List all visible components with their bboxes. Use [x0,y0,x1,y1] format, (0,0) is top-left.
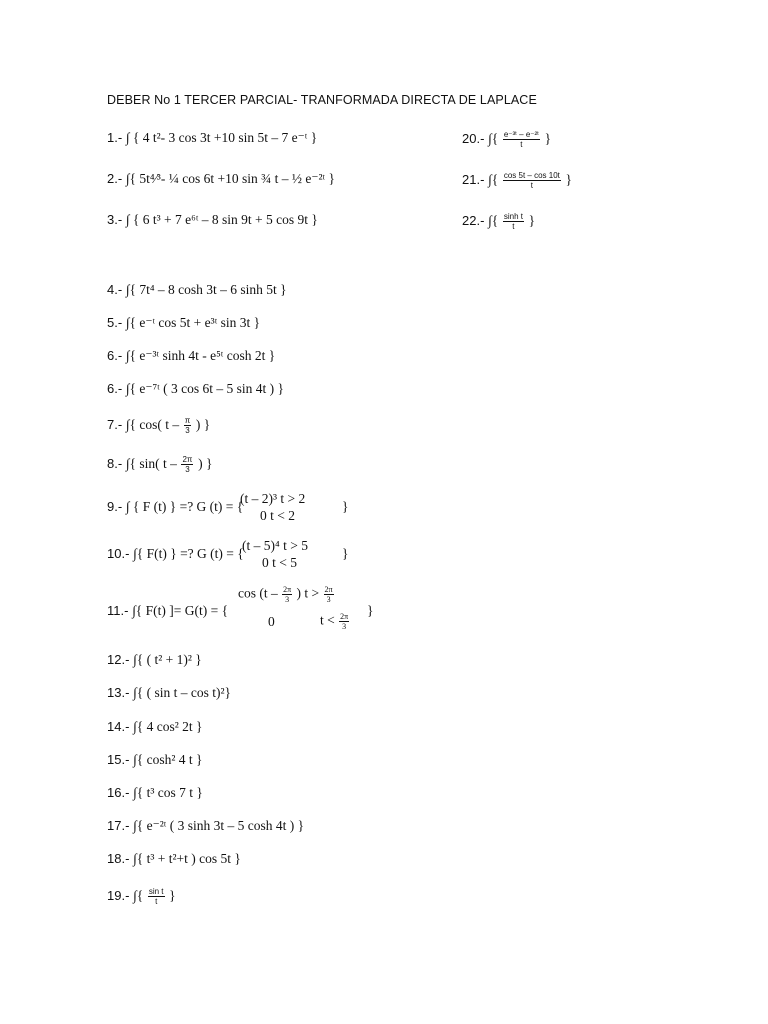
fraction-numerator: π [184,416,191,425]
problem-expression: ∫{ F(t) ]= G(t) = { [132,603,229,618]
fraction [503,212,524,231]
piecewise-case-2-value: 0 [268,614,275,629]
piecewise-cases [240,491,305,525]
fraction [339,612,349,631]
problem-expression-tail: } [544,130,552,146]
problem-expression: ∫{ e⁻⁷ᵗ ( 3 cos 6t – 5 sin 4t ) } [125,381,284,396]
fraction-numerator: cos 5t – cos 10t [503,171,560,180]
problem-expression: ∫{ cos( t – [125,416,180,432]
problem-number: 7.- [107,416,123,432]
problem-expression: ∫{ e⁻ᵗ cos 5t + e³ᵗ sin 3t } [125,315,261,330]
problem-expression: ∫{ [488,130,499,146]
fraction [148,887,165,906]
case-condition: ) t > [296,585,320,601]
problem-number: 18.- [107,851,130,866]
problem-number: 3.- [107,212,123,227]
problem-expression: ∫{ [488,171,499,187]
problem-expression-tail: } [528,212,536,228]
problem-22 [462,212,535,231]
problem-number: 20.- [462,130,485,146]
problem-number: 15.- [107,752,130,767]
fraction [282,585,292,604]
fraction-denominator: t [520,140,523,149]
problem-expression: ∫{ e⁻³ᵗ sinh 4t - e⁵ᵗ cosh 2t } [125,348,276,363]
fraction [184,416,192,435]
fraction-numerator: e⁻³ᵗ – e⁻²ᵗ [503,130,539,139]
problem-13 [107,685,231,701]
problem-expression: ∫{ t³ + t²+t ) cos 5t } [133,851,241,866]
problem-expression: ∫{ ( t² + 1)² } [133,652,202,667]
case-condition: t < [320,612,335,628]
problem-number: 8.- [107,455,123,471]
problem-expression: ∫ { F (t) } =? G (t) = { [125,499,244,514]
fraction-denominator: t [530,181,533,190]
case-row: (t – 5)⁴ t > 5 [242,538,308,553]
fraction-denominator: t [155,897,158,906]
problem-15 [107,752,202,768]
problem-number: 2.- [107,171,123,186]
problem-6b [107,381,284,397]
fraction-numerator: sinh t [503,212,523,221]
problem-number: 16.- [107,785,130,800]
problem-expression: ∫{ 4 cos² 2t } [133,719,203,734]
problem-number: 14.- [107,719,130,734]
problem-14 [107,719,202,735]
fraction-numerator: 2π [340,612,349,621]
problem-number: 6.- [107,381,123,396]
problem-5 [107,315,260,331]
problem-17 [107,818,304,834]
problem-expression: ∫{ 5t⁴⁄³- ¼ cos 6t +10 sin ¾ t – ½ e⁻²ᵗ } [125,171,335,186]
problem-7 [107,416,210,435]
problem-expression-tail: } [565,171,572,187]
fraction-denominator: 3 [285,595,290,604]
problem-expression: ∫{ t³ cos 7 t } [133,785,203,800]
problem-number: 12.- [107,652,130,667]
problem-10 [107,546,244,562]
problem-number: 21.- [462,171,485,187]
case-row: (t – 2)³ t > 2 [240,491,306,506]
problem-9 [107,499,243,515]
problem-11 [107,603,228,619]
closing-brace: } [342,499,349,514]
fraction [503,171,561,190]
problem-number: 17.- [107,818,130,833]
closing-brace: } [367,603,374,618]
problem-2 [107,171,335,187]
fraction-numerator: sin t [148,887,164,896]
problem-3 [107,212,318,228]
problem-expression: ∫ { 6 t³ + 7 e⁶ᵗ – 8 sin 9t + 5 cos 9t } [125,212,318,227]
problem-8 [107,455,212,474]
fraction-numerator: 2π [283,585,292,594]
problem-12 [107,652,202,668]
piecewise-case-1 [238,585,335,604]
problem-number: 11.- [107,603,129,618]
problem-expression: ∫{ [133,887,144,903]
case-expression: cos (t – [238,585,278,601]
problem-number: 22.- [462,212,485,228]
piecewise-case-2 [320,612,350,631]
problem-expression-tail: ) } [195,416,211,432]
fraction-denominator: 3 [185,465,190,474]
fraction-denominator: t [512,222,515,231]
problem-expression: ∫{ F(t) } =? G (t) = { [133,546,244,561]
problem-6a [107,348,275,364]
problem-number: 10.- [107,546,130,561]
problem-expression: ∫{ sin( t – [125,455,177,471]
problem-expression: ∫{ cosh² 4 t } [133,752,203,767]
problem-19 [107,887,176,906]
problem-number: 6.- [107,348,123,363]
problem-21 [462,171,572,190]
fraction-denominator: 3 [326,595,331,604]
problem-expression-tail: } [169,887,176,903]
problem-18 [107,851,241,867]
fraction [324,585,334,604]
problem-expression: ∫{ [488,212,499,228]
case-row: 0 t < 2 [260,508,295,523]
piecewise-cases [242,538,308,572]
problem-expression: ∫{ ( sin t – cos t)²} [133,685,231,700]
problem-number: 19.- [107,887,130,903]
problem-expression: ∫{ e⁻²ᵗ ( 3 sinh 3t – 5 cosh 4t ) } [133,818,305,833]
problem-expression-tail: ) } [198,455,213,471]
problem-expression: ∫{ 7t⁴ – 8 cosh 3t – 6 sinh 5t } [125,282,287,297]
fraction [181,455,193,474]
problem-number: 9.- [107,499,123,514]
problem-number: 1.- [107,130,123,145]
page-title: DEBER No 1 TERCER PARCIAL- TRANFORMADA DIRECTA DE LAPLACE [107,93,537,107]
problem-number: 5.- [107,315,123,330]
fraction [503,130,540,149]
case-row: 0 t < 5 [262,555,297,570]
problem-4 [107,282,287,298]
fraction-denominator: 3 [342,622,347,631]
closing-brace: } [342,546,349,561]
fraction-numerator: 2π [324,585,333,594]
problem-1 [107,130,317,146]
fraction-denominator: 3 [185,426,190,435]
problem-20 [462,130,551,149]
problem-number: 13.- [107,685,130,700]
fraction-numerator: 2π [182,455,193,464]
problem-number: 4.- [107,282,123,297]
problem-expression: ∫ { 4 t²- 3 cos 3t +10 sin 5t – 7 e⁻ᵗ } [125,130,318,145]
problem-16 [107,785,203,801]
